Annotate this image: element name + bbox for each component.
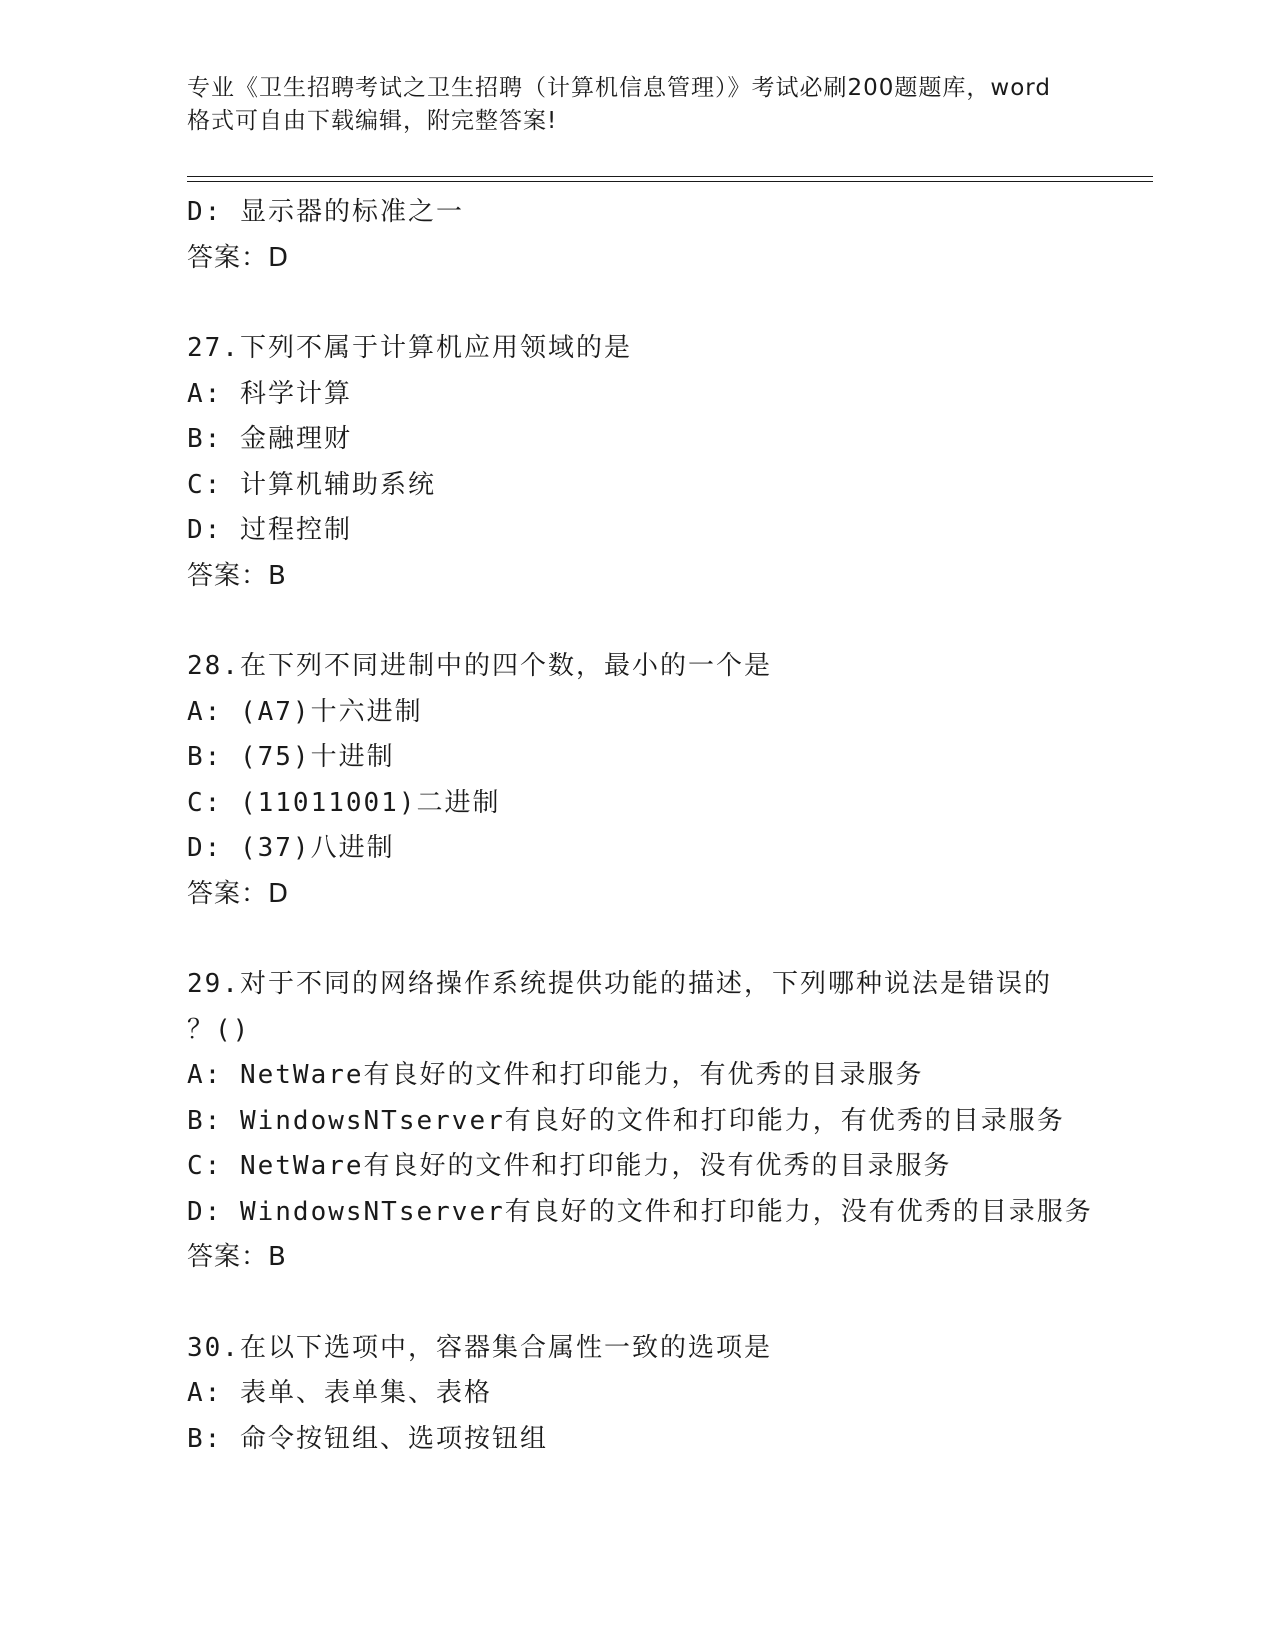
header-line-1: 专业《卫生招聘考试之卫生招聘（计算机信息管理）》考试必刷200题题库，word: [187, 75, 1051, 101]
answer-line: 答案：D: [187, 242, 290, 273]
question-stem-continued: ？(): [187, 1014, 251, 1045]
option-a: A: 表单、表单集、表格: [187, 1378, 492, 1408]
option-d: D: 过程控制: [187, 515, 352, 545]
option-d: D: 显示器的标准之一: [187, 197, 464, 227]
answer-line: 答案：B: [187, 1242, 287, 1272]
question-27: [187, 326, 1137, 599]
question-29: [187, 962, 1137, 1281]
question-28: [187, 644, 1137, 917]
option-a: A: NetWare有良好的文件和打印能力，有优秀的目录服务: [187, 1060, 924, 1090]
answer-line: 答案：D: [187, 878, 290, 909]
option-a: A: (A7)十六进制: [187, 696, 423, 727]
question-stem: 28.在下列不同进制中的四个数，最小的一个是: [187, 651, 772, 681]
header-rule-bottom: [187, 181, 1153, 182]
question-stem: 29.对于不同的网络操作系统提供功能的描述，下列哪种说法是错误的: [187, 969, 1052, 999]
option-c: C: 计算机辅助系统: [187, 469, 436, 500]
question-30: [187, 1326, 1137, 1463]
option-b: B: WindowsNTserver有良好的文件和打印能力，有优秀的目录服务: [187, 1105, 1065, 1136]
header-line-2: 格式可自由下载编辑，附完整答案!: [187, 108, 558, 134]
document-header: [187, 72, 1087, 138]
question-list: [187, 190, 1137, 1462]
question-stem: 30.在以下选项中，容器集合属性一致的选项是: [187, 1332, 772, 1363]
question-stem: 27.下列不属于计算机应用领域的是: [187, 333, 632, 363]
header-rule-top: [187, 176, 1153, 177]
option-d: D: WindowsNTserver有良好的文件和打印能力，没有优秀的目录服务: [187, 1196, 1093, 1227]
answer-line: 答案：B: [187, 560, 287, 591]
option-d: D: (37)八进制: [187, 833, 395, 863]
previous-question-tail: [187, 190, 1137, 281]
option-c: C: (11011001)二进制: [187, 787, 501, 818]
option-c: C: NetWare有良好的文件和打印能力，没有优秀的目录服务: [187, 1151, 952, 1181]
option-b: B: 命令按钮组、选项按钮组: [187, 1423, 548, 1454]
option-b: B: 金融理财: [187, 424, 352, 454]
option-a: A: 科学计算: [187, 378, 352, 409]
option-b: B: (75)十进制: [187, 742, 395, 772]
